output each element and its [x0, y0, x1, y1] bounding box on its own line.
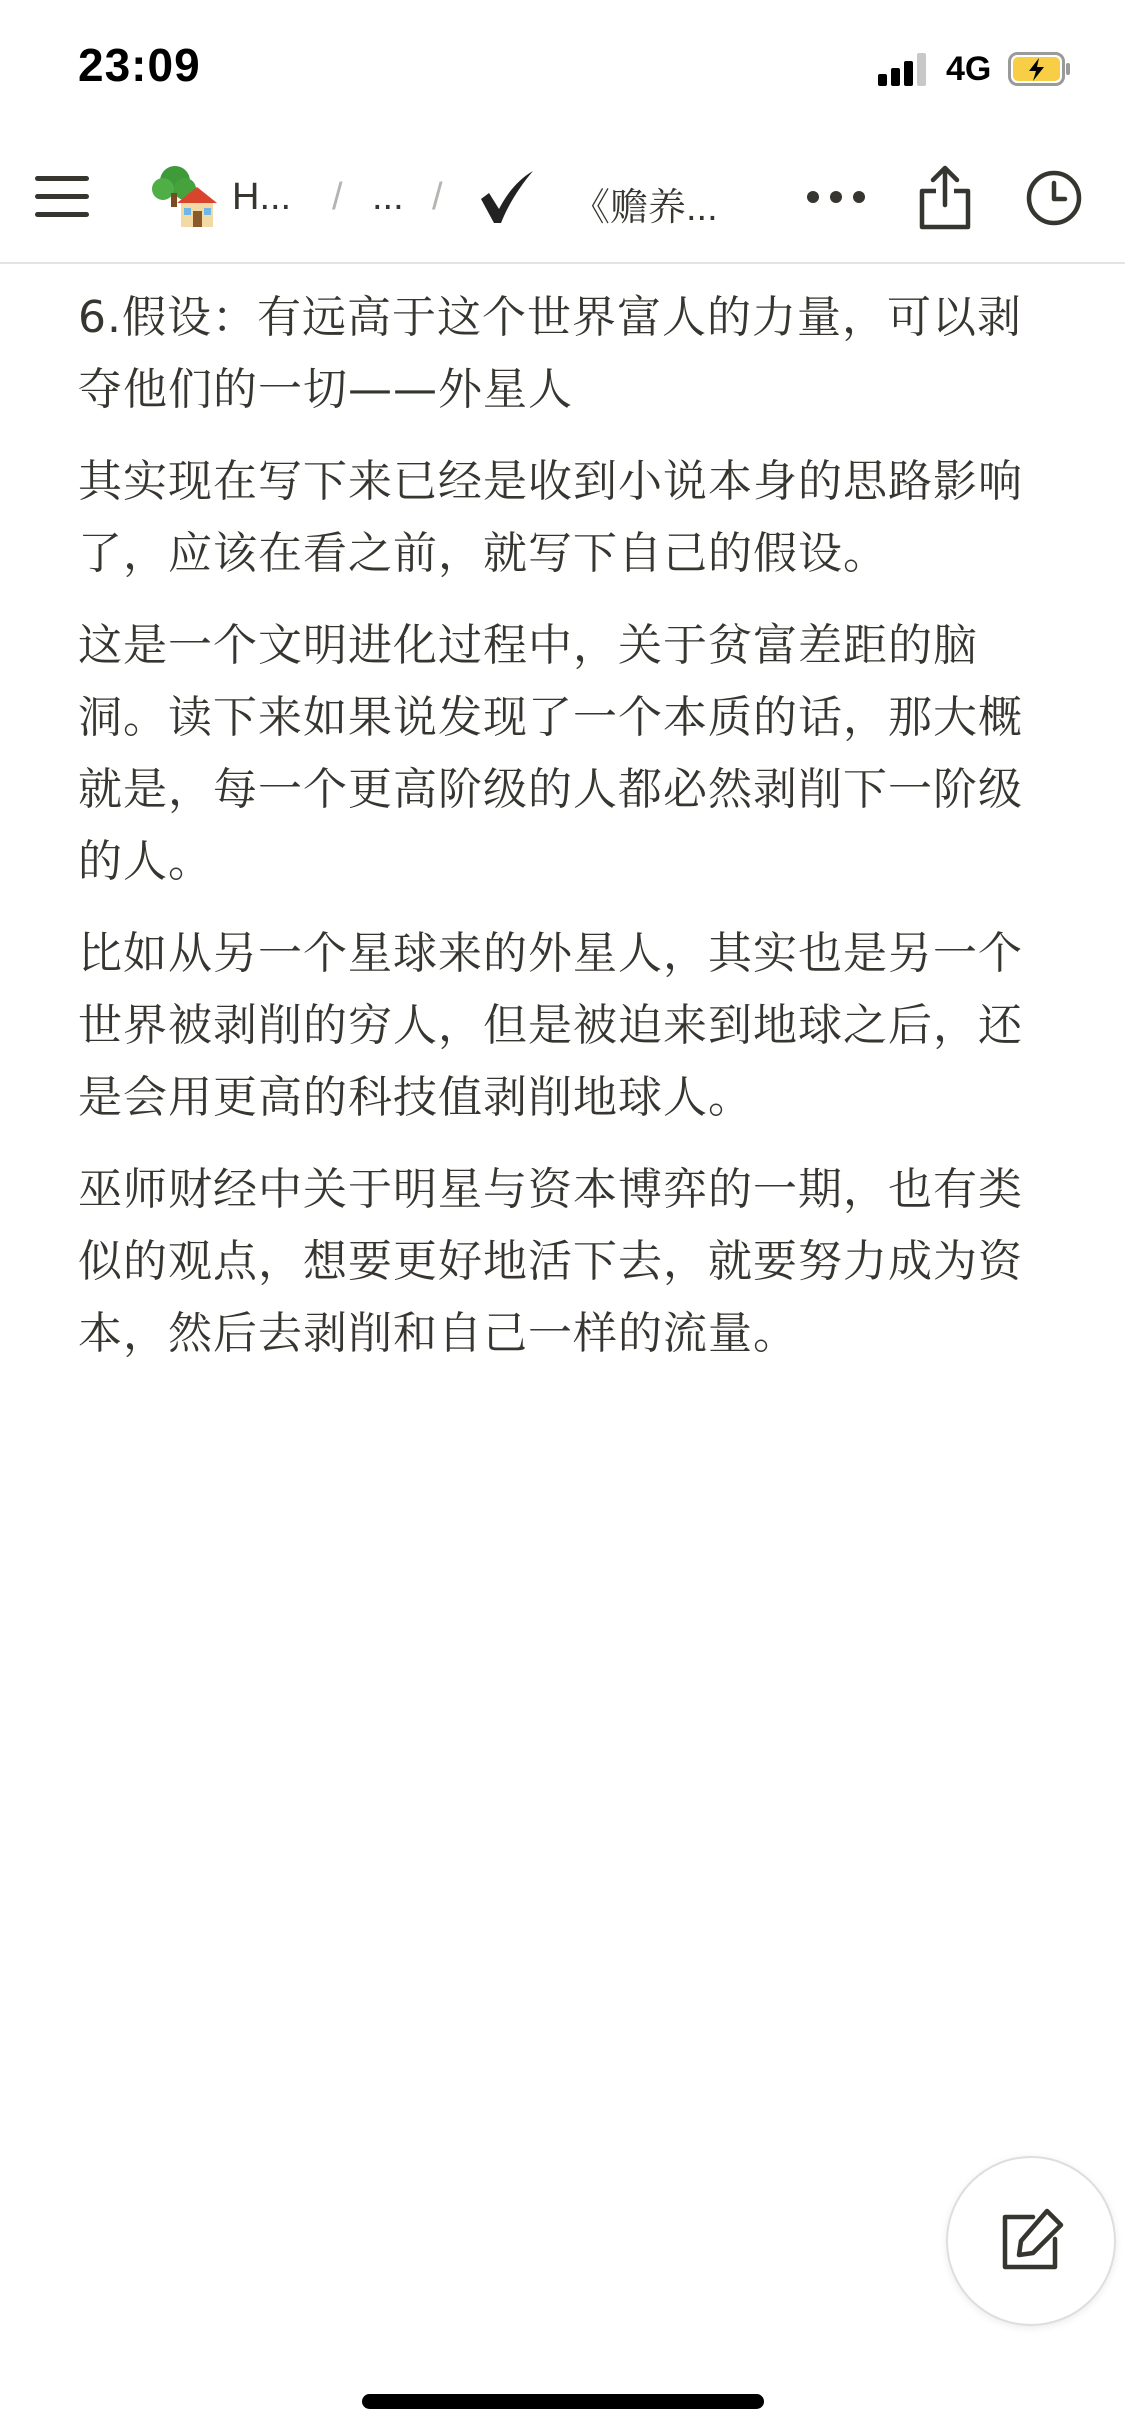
- breadcrumb-collapsed[interactable]: ...: [372, 176, 404, 218]
- clock-icon: [1025, 169, 1083, 227]
- home-indicator[interactable]: [362, 2394, 764, 2409]
- top-toolbar: [0, 132, 1125, 264]
- network-type: 4G: [946, 50, 992, 88]
- compose-icon: [997, 2207, 1065, 2275]
- compose-button[interactable]: [946, 2156, 1116, 2326]
- history-button[interactable]: [1020, 162, 1088, 234]
- menu-button[interactable]: [28, 165, 96, 229]
- share-icon: [918, 165, 972, 231]
- battery-charging-icon: [1008, 52, 1072, 86]
- more-icon: [806, 190, 866, 204]
- signal-strength-icon: [878, 52, 930, 86]
- breadcrumb-separator: /: [332, 176, 343, 218]
- share-button[interactable]: [912, 158, 978, 238]
- menu-icon: [33, 173, 91, 221]
- breadcrumb-home[interactable]: H...: [232, 176, 292, 218]
- check-icon[interactable]: [474, 162, 540, 232]
- text-block[interactable]: 其实现在写下来已经是收到小说本身的思路影响了，应该在看之前，就写下自己的假设。: [78, 456, 1023, 579]
- text-block[interactable]: 6.假设：有远高于这个世界富人的力量，可以剥夺他们的一切——外星人: [78, 292, 1022, 415]
- text-block[interactable]: 这是一个文明进化过程中，关于贫富差距的脑洞。读下来如果说发现了一个本质的话，那大概就是，每一个更高阶级的人都必然剥削下一阶级的人。: [78, 620, 1023, 887]
- text-block[interactable]: 比如从另一个星球来的外星人，其实也是另一个世界被剥削的穷人，但是被迫来到地球之后，还是会用更高的科技值剥削地球人。: [78, 928, 1023, 1123]
- more-button[interactable]: [800, 172, 872, 222]
- status-time: 23:09: [78, 39, 201, 91]
- breadcrumb-separator: /: [432, 176, 443, 218]
- text-block[interactable]: 巫师财经中关于明星与资本博弈的一期，也有类似的观点，想要更好地活下去，就要努力成为资本，然后去剥削和自己一样的流量。: [78, 1164, 1023, 1359]
- status-bar: [0, 0, 1125, 132]
- breadcrumb-page-title[interactable]: 《赡养...: [572, 187, 718, 229]
- page-content: [78, 282, 1038, 1390]
- breadcrumb-home-icon[interactable]: [148, 162, 218, 232]
